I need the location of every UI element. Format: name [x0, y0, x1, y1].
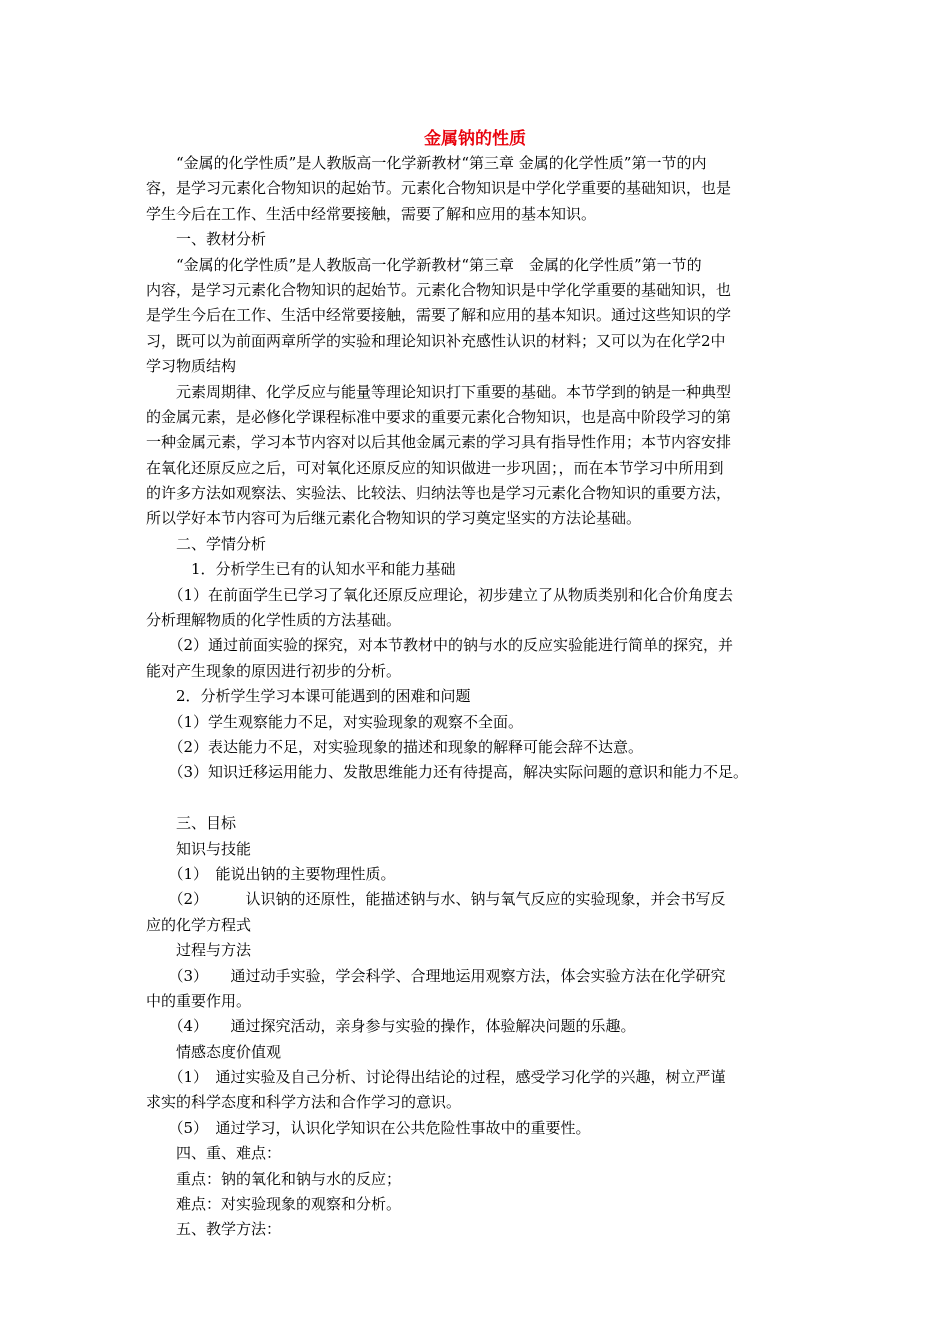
paragraph-line: 2．分析学生学习本课可能遇到的困难和问题: [146, 687, 471, 706]
paragraph-line: 元素周期律、化学反应与能量等理论知识打下重要的基础。本节学到的钠是一种典型: [146, 382, 732, 401]
paragraph-line: 所以学好本节内容可为后继元素化合物知识的学习奠定坚实的方法论基础。: [146, 509, 642, 528]
paragraph-line: 是学生今后在工作、生活中经常要接触，需要了解和应用的基本知识。通过这些知识的学: [146, 306, 732, 325]
paragraph-line: 知识与技能: [146, 839, 252, 858]
paragraph-line: 难点：对实验现象的观察和分析。: [146, 1195, 402, 1214]
paragraph-line: 能对产生现象的原因进行初步的分析。: [146, 661, 402, 680]
blank-line: [146, 786, 826, 811]
paragraph-line: 重点：钠的氧化和钠与水的反应；: [146, 1169, 402, 1188]
paragraph-line: 应的化学方程式: [146, 915, 252, 934]
paragraph-line: 1．分析学生已有的认知水平和能力基础: [146, 560, 456, 579]
document-title: 金属钠的性质: [424, 129, 526, 149]
paragraph-line: （2）表达能力不足，对实验现象的描述和现象的解释可能会辞不达意。: [146, 737, 644, 756]
paragraph-line: （1）学生观察能力不足，对实验现象的观察不全面。: [146, 712, 524, 731]
paragraph-line: 的金属元素，是必修化学课程标准中要求的重要元素化合物知识，也是高中阶段学习的第: [146, 407, 732, 426]
paragraph-line: （2）通过前面实验的探究，对本节教材中的钠与水的反应实验能进行简单的探究，并: [146, 636, 734, 655]
paragraph-line: 习，既可以为前面两章所学的实验和理论知识补充感性认识的材料；又可以为在化学2中: [146, 331, 726, 350]
paragraph-line: （2） 认识钠的还原性，能描述钠与水、钠与氧气反应的实验现象，并会书写反: [146, 890, 726, 909]
paragraph-line: （3） 通过动手实验，学会科学、合理地运用观察方法，体会实验方法在化学研究: [146, 966, 726, 985]
paragraph-line: 分析理解物质的化学性质的方法基础。: [146, 611, 402, 630]
paragraph-line: 学习物质结构: [146, 357, 237, 376]
paragraph-line: 一种金属元素，学习本节内容对以后其他金属元素的学习具有指导性作用；本节内容安排: [146, 433, 732, 452]
paragraph-line: 求实的科学态度和科学方法和合作学习的意识。: [146, 1093, 462, 1112]
paragraph-line: （1） 能说出钠的主要物理性质。: [146, 864, 396, 883]
paragraph-line: 三、目标: [146, 814, 237, 833]
paragraph-line: 五、教学方法：: [146, 1220, 282, 1239]
paragraph-line: （4） 通过探究活动，亲身参与实验的操作，体验解决问题的乐趣。: [146, 1017, 636, 1036]
paragraph-line: 内容，是学习元素化合物知识的起始节。元素化合物知识是中学化学重要的基础知识，也: [146, 280, 732, 299]
paragraph-line: （1） 通过实验及自己分析、讨论得出结论的过程，感受学习化学的兴趣，树立严谨: [146, 1068, 726, 1087]
paragraph-line: 情感态度价值观: [146, 1042, 282, 1061]
paragraph-line: 学生今后在工作、生活中经常要接触，需要了解和应用的基本知识。: [146, 204, 597, 223]
document-body: [146, 151, 826, 1243]
paragraph-line: 中的重要作用。: [146, 991, 252, 1010]
paragraph-line: （3）知识迁移运用能力、发散思维能力还有待提高，解决实际问题的意识和能力不足。: [146, 763, 749, 782]
paragraph-line: “金属的化学性质”是人教版高一化学新教材“第三章 金属的化学性质”第一节的: [146, 255, 702, 274]
paragraph-line: “金属的化学性质”是人教版高一化学新教材“第三章 金属的化学性质”第一节的内: [146, 154, 707, 172]
paragraph-line: 在氧化还原反应之后，可对氧化还原反应的知识做进一步巩固；，而在本节学习中所用到: [146, 458, 724, 477]
paragraph-line: 二、学情分析: [146, 534, 267, 553]
paragraph-line: 过程与方法: [146, 941, 252, 960]
paragraph-line: 四、重、难点：: [146, 1144, 282, 1163]
paragraph-line: 一、教材分析: [146, 230, 267, 249]
paragraph-line: （1）在前面学生已学习了氧化还原反应理论，初步建立了从物质类别和化合价角度去: [146, 585, 734, 604]
paragraph-line: 容，是学习元素化合物知识的起始节。元素化合物知识是中学化学重要的基础知识，也是: [146, 179, 732, 198]
paragraph-line: （5） 通过学习，认识化学知识在公共危险性事故中的重要性。: [146, 1118, 591, 1137]
paragraph-line: 的许多方法如观察法、实验法、比较法、归纳法等也是学习元素化合物知识的重要方法，: [146, 484, 732, 503]
